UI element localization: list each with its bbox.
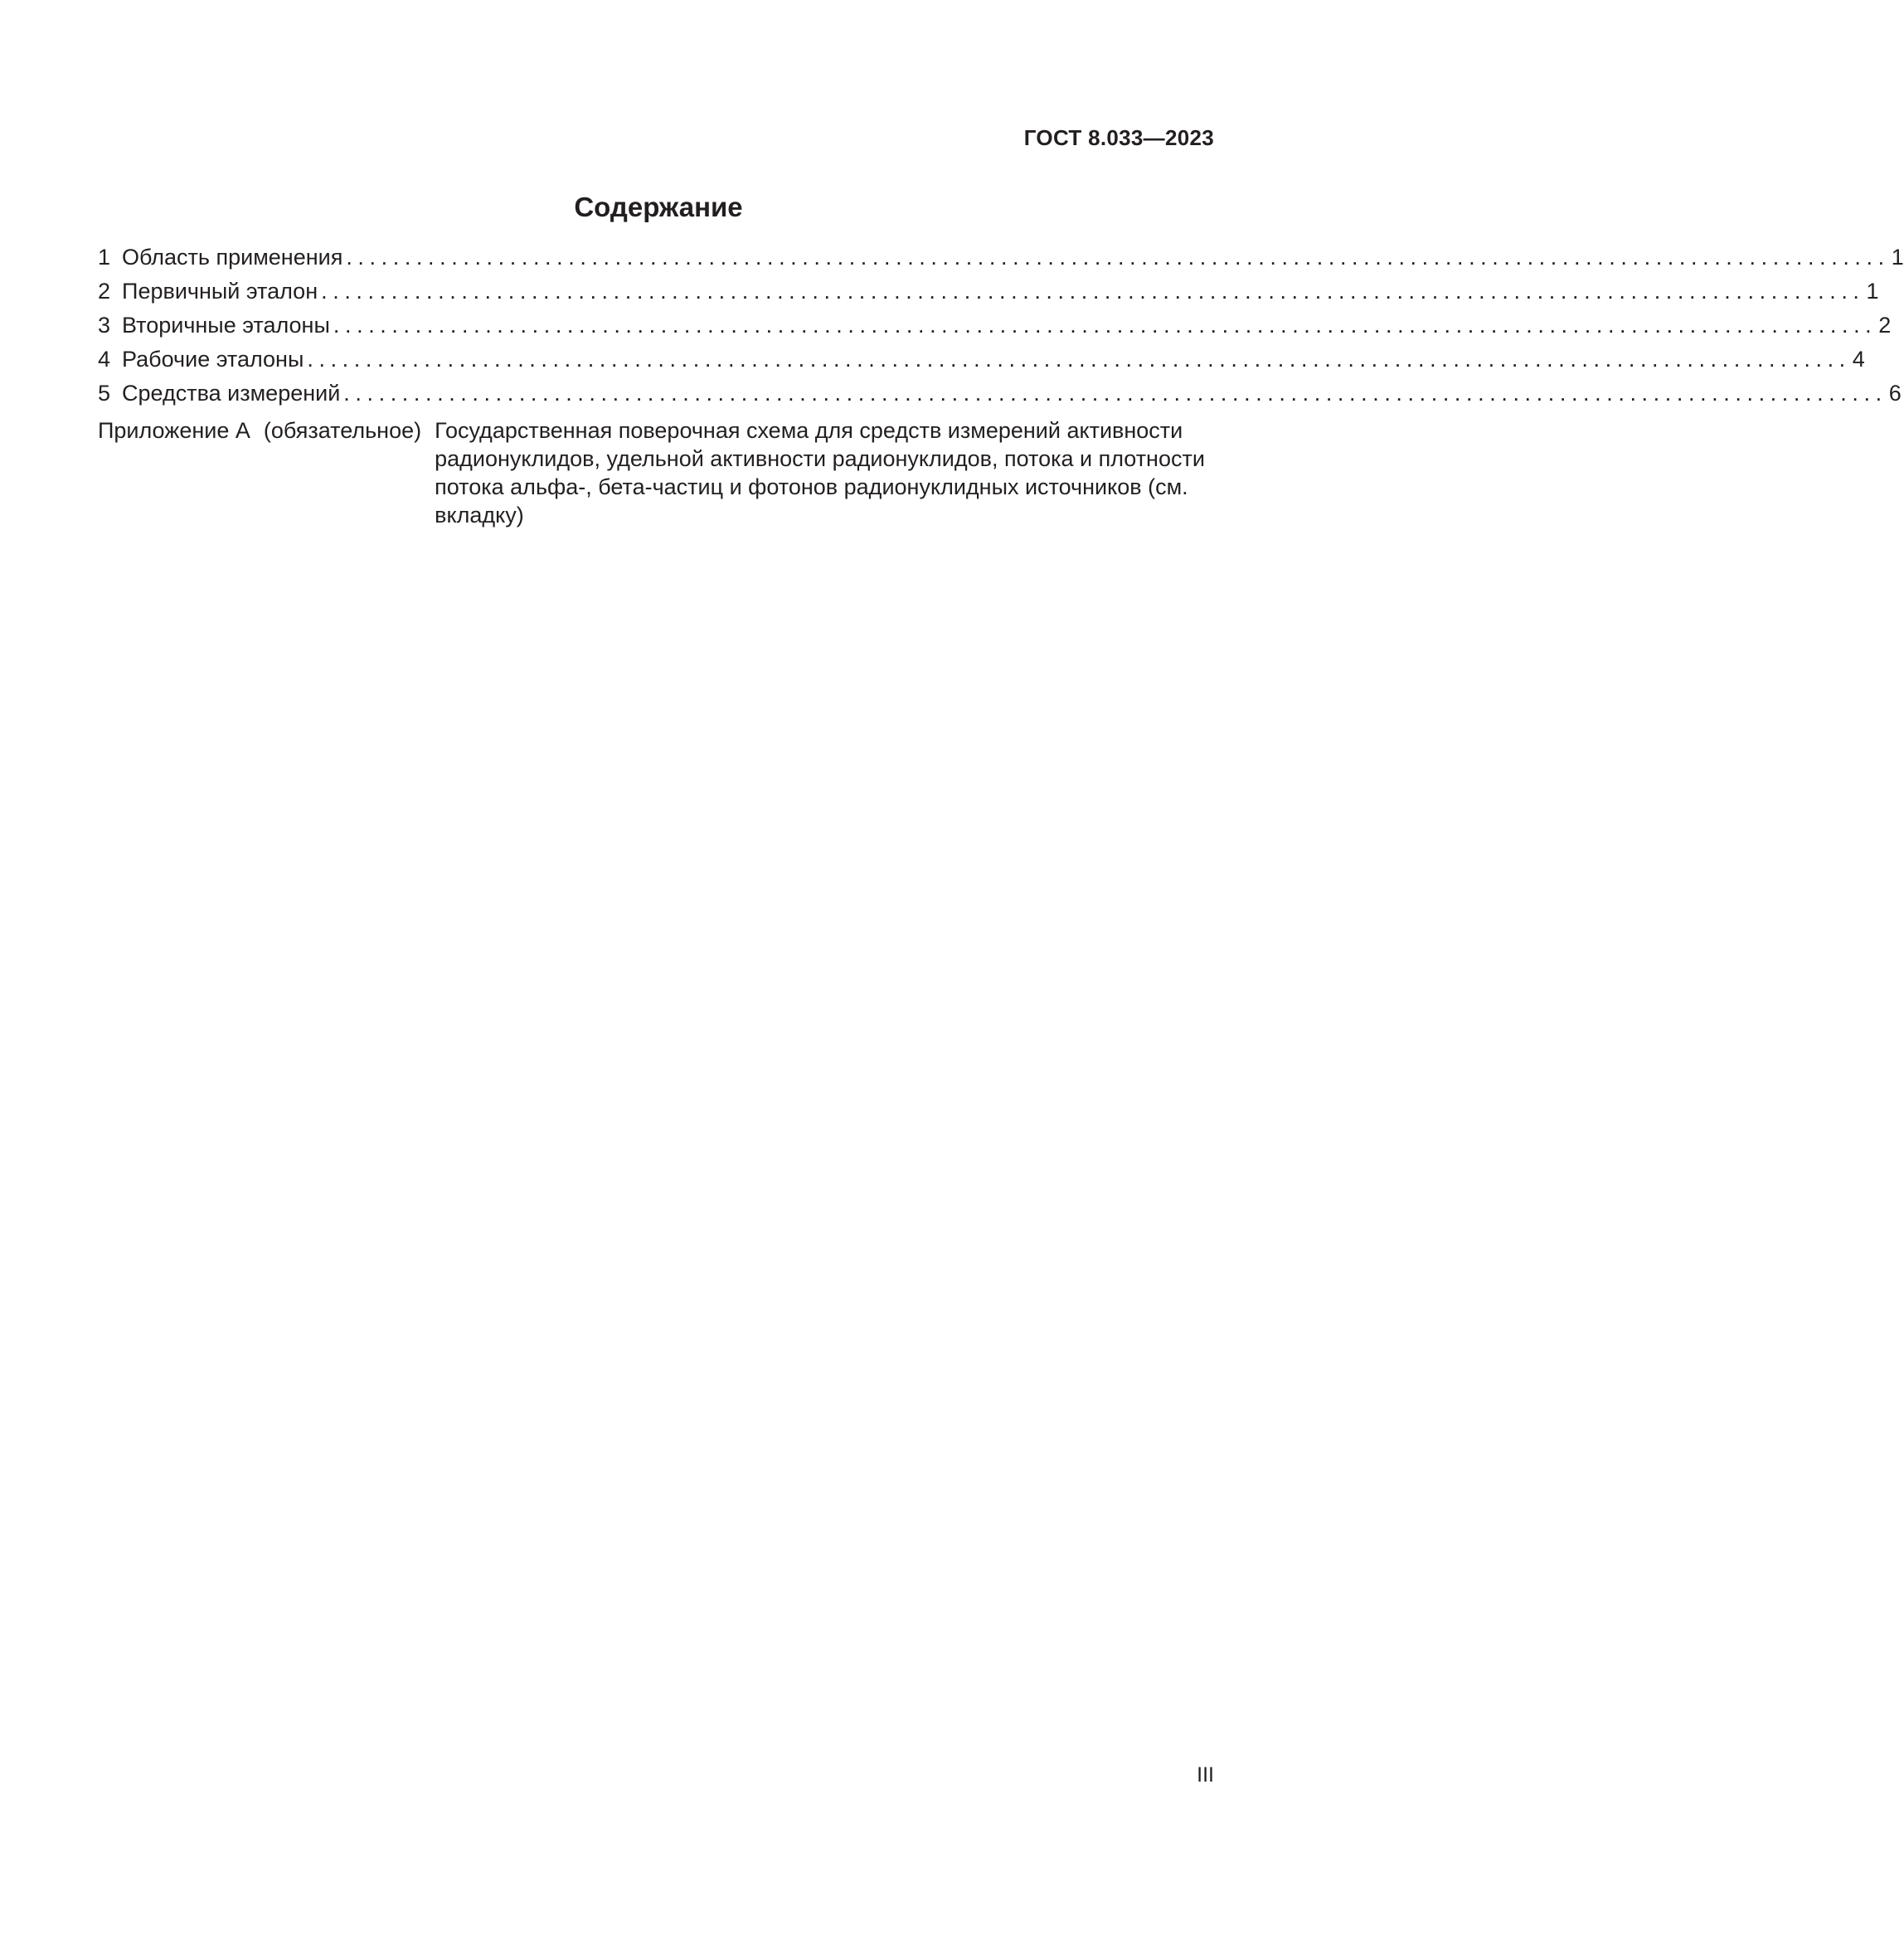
dot-leader: .................................................................................................................................... bbox=[333, 313, 1877, 338]
toc-entry-page: 4 bbox=[1852, 347, 1865, 372]
appendix-label: Приложение А bbox=[98, 418, 250, 443]
toc-entry-title: Область применения bbox=[122, 245, 343, 270]
table-of-contents bbox=[98, 241, 1904, 529]
toc-entry-title: Вторичные эталоны bbox=[122, 313, 330, 338]
toc-entry[interactable] bbox=[98, 309, 1892, 343]
toc-entry-page: 2 bbox=[1878, 313, 1892, 338]
toc-entry-page: 6 bbox=[1888, 381, 1902, 406]
toc-entry-page: 1 bbox=[1891, 245, 1904, 270]
toc-entry-number: 1 bbox=[98, 245, 111, 270]
toc-entry[interactable] bbox=[98, 377, 1902, 411]
toc-entry-number: 2 bbox=[98, 279, 111, 304]
dot-leader: .................................................................................................................................... bbox=[321, 279, 1865, 304]
toc-entry-page: 1 bbox=[1866, 279, 1879, 304]
toc-entry-title: Средства измерений bbox=[122, 381, 341, 406]
dot-leader: .................................................................................................................................... bbox=[346, 245, 1890, 270]
toc-entry-number: 3 bbox=[98, 313, 111, 338]
toc-entry[interactable] bbox=[98, 241, 1904, 275]
dot-leader: .................................................................................................................................... bbox=[343, 381, 1887, 406]
toc-entry-number: 4 bbox=[98, 347, 111, 372]
appendix-status: (обязательное) bbox=[263, 418, 422, 443]
document-code: ГОСТ 8.033—2023 bbox=[1023, 125, 1214, 150]
page-title: Содержание bbox=[574, 192, 743, 222]
toc-entry-title: Рабочие эталоны bbox=[122, 347, 304, 372]
toc-entry-title: Первичный эталон bbox=[122, 279, 318, 304]
toc-appendix-entry[interactable] bbox=[98, 416, 1214, 529]
page-number: III bbox=[1197, 1763, 1214, 1787]
toc-entry[interactable] bbox=[98, 343, 1865, 377]
toc-entry-number: 5 bbox=[98, 381, 111, 406]
appendix-title: Государственная поверочная схема для средств измерений активности радионуклидов, удельной активности радионуклидов, потока и плотности потока альфа-, бета-частиц и фотонов радионуклидных источников (см. вкладку) bbox=[435, 418, 1205, 528]
toc-entry[interactable] bbox=[98, 275, 1879, 309]
dot-leader: .................................................................................................................................... bbox=[307, 347, 1851, 372]
